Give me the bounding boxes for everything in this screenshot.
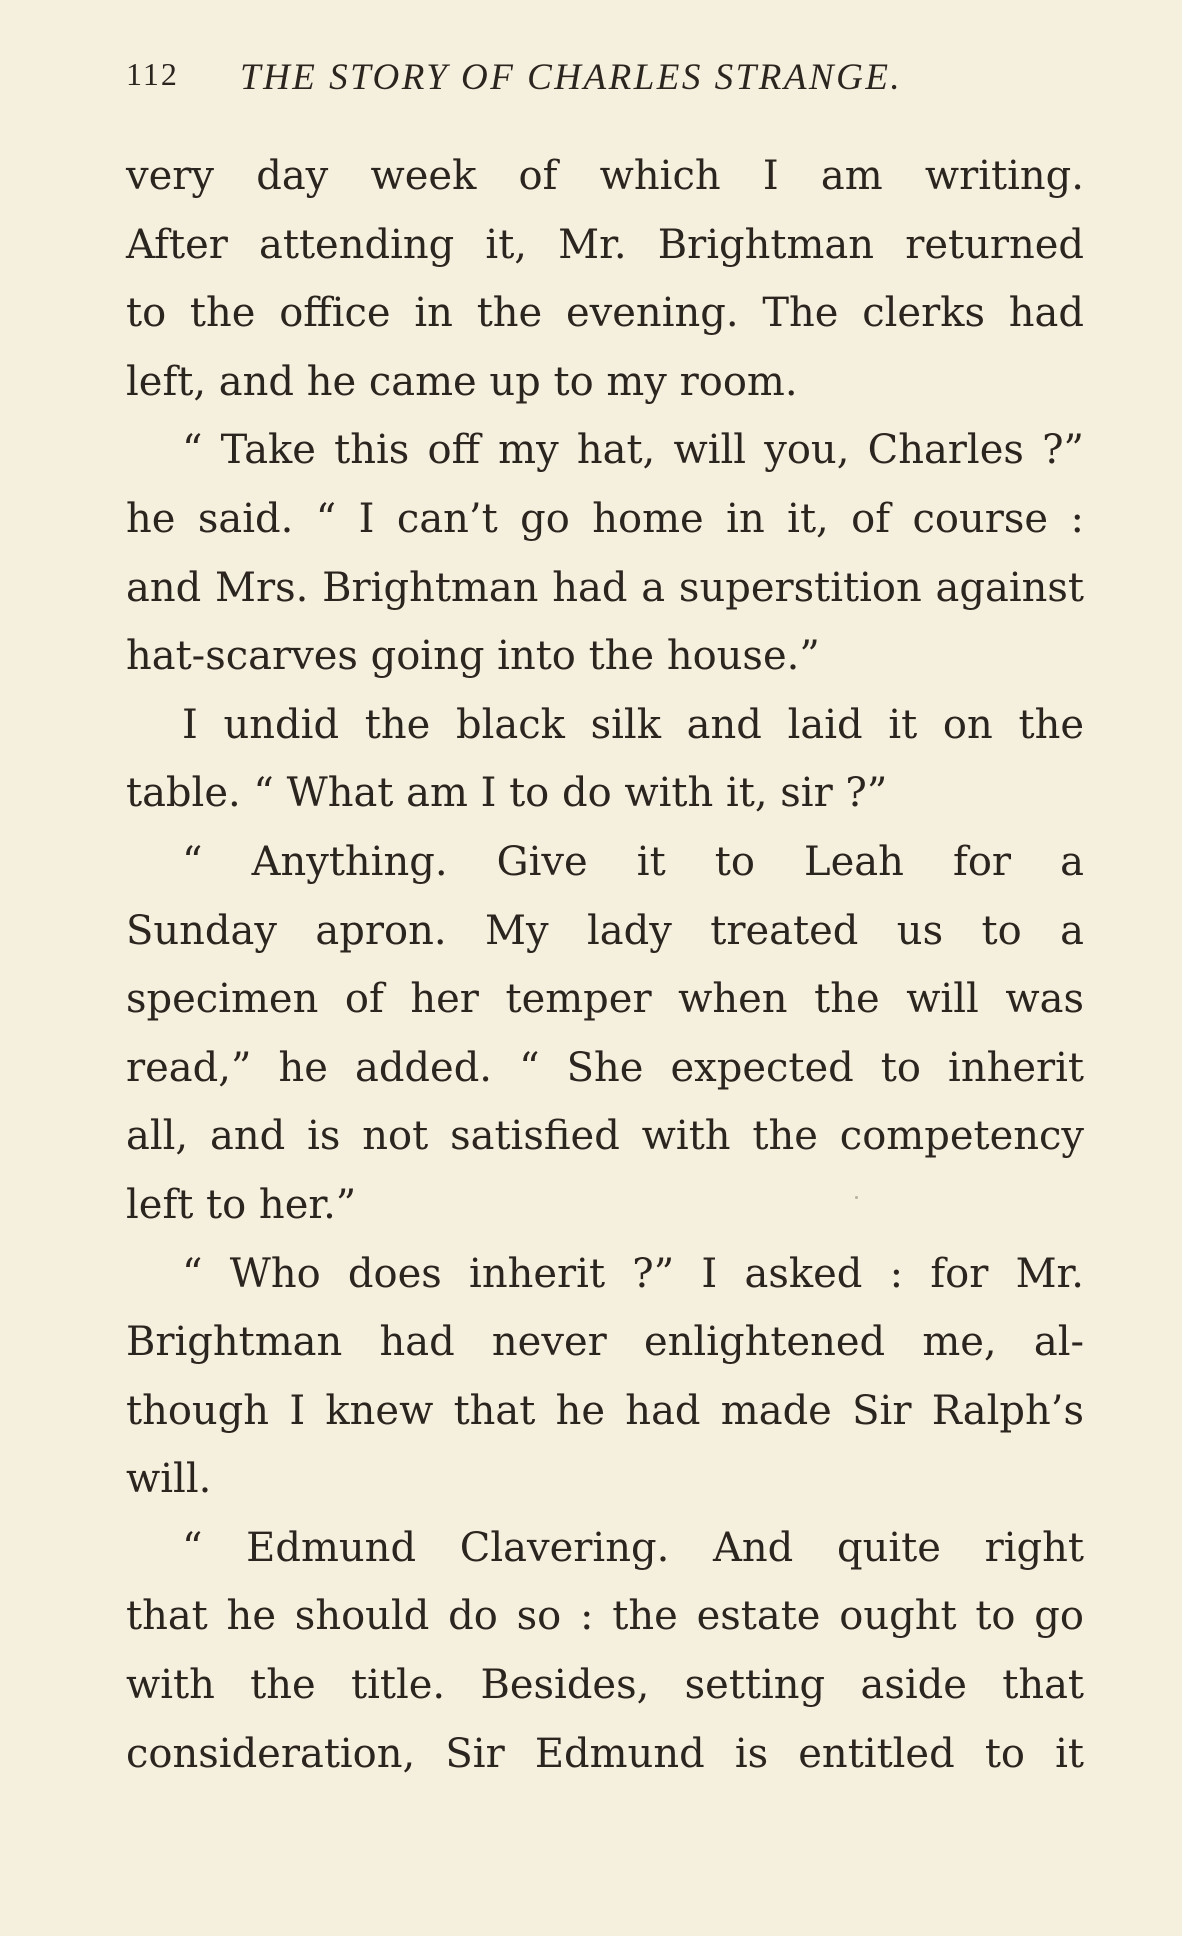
text-line: with the title. Besides, setting aside that: [126, 1662, 1084, 1709]
page-header: [126, 56, 1086, 100]
stray-ink-dot: [855, 1196, 858, 1199]
text-line: left, and he came up to my room.: [126, 358, 798, 405]
text-line: specimen of her temper when the will was: [126, 976, 1084, 1023]
text-line: though I knew that he had made Sir Ralph’s: [126, 1387, 1084, 1434]
text-line: that he should do so : the estate ought to go: [126, 1593, 1084, 1640]
text-line: and Mrs. Brightman had a superstition against: [126, 564, 1084, 611]
text-line: will.: [126, 1456, 212, 1503]
text-line: “ Take this off my hat, will you, Charles ?”: [182, 427, 1084, 474]
text-line: table. “ What am I to do with it, sir ?”: [126, 770, 888, 817]
body-text: [126, 142, 1084, 1788]
text-line: read,” he added. “ She expected to inherit: [126, 1044, 1084, 1091]
text-line: to the office in the evening. The clerks had: [126, 290, 1084, 337]
text-line: “ Edmund Clavering. And quite right: [182, 1524, 1084, 1571]
text-line: he said. “ I can’t go home in it, of course :: [126, 495, 1084, 542]
text-line: consideration, Sir Edmund is entitled to it: [126, 1730, 1084, 1777]
text-line: “ Anything. Give it to Leah for a: [182, 838, 1084, 885]
running-title: THE STORY OF CHARLES STRANGE.: [240, 57, 903, 98]
text-line: all, and is not satisfied with the competency: [126, 1113, 1084, 1160]
text-line: Brightman had never enlightened me, al-: [126, 1319, 1084, 1366]
text-line: After attending it, Mr. Brightman returned: [126, 221, 1084, 268]
text-line: hat-scarves going into the house.”: [126, 633, 820, 680]
text-line: “ Who does inherit ?” I asked : for Mr.: [182, 1250, 1084, 1297]
text-line: left to her.”: [126, 1181, 357, 1228]
text-line: Sunday apron. My lady treated us to a: [126, 907, 1084, 954]
text-line: very day week of which I am writing.: [126, 153, 1084, 199]
text-line: I undid the black silk and laid it on the: [182, 701, 1084, 748]
page-number: 112: [126, 56, 179, 92]
